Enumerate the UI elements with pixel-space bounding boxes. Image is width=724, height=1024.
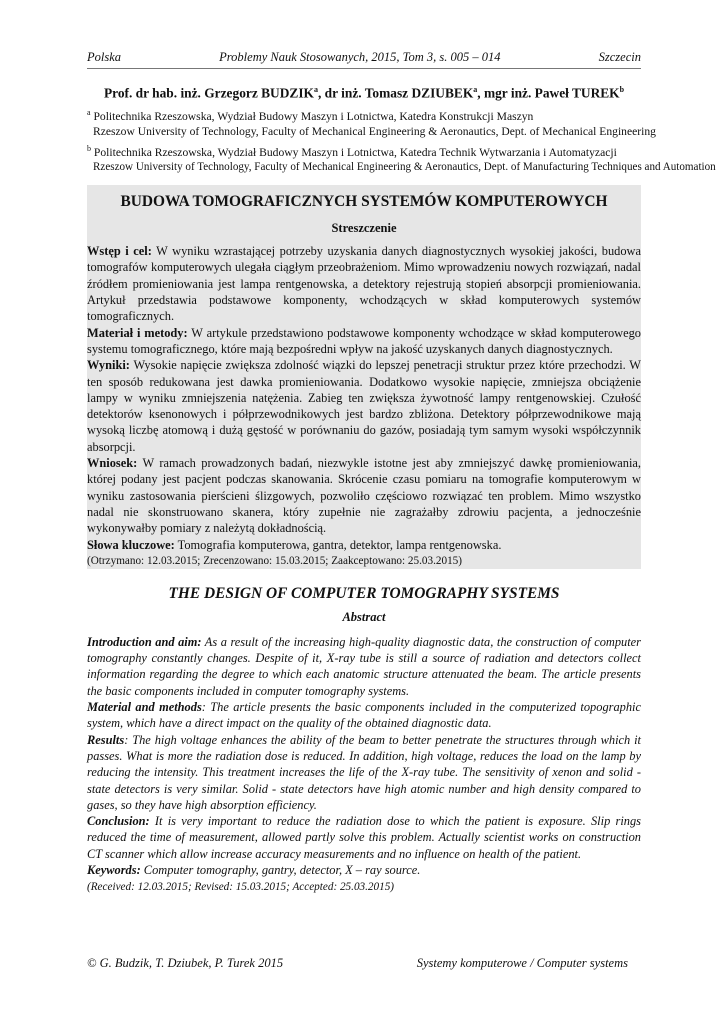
footer-section: Systemy komputerowe / Computer systems [416, 956, 628, 970]
english-keywords-label: Keywords: [87, 862, 141, 877]
english-results-label: Results [87, 732, 125, 747]
running-header [87, 50, 641, 69]
affiliation-a-line1: Politechnika Rzeszowska, Wydział Budowy Maszyn i Lotnictwa, Katedra Konstrukcji Maszyn [93, 110, 534, 124]
english-intro-label: Introduction and aim: [87, 634, 202, 649]
affiliation-b-pl [87, 141, 641, 160]
header-city: Szczecin [598, 50, 641, 64]
polish-conclusion [87, 455, 641, 536]
polish-material-label: Materiał i metody: [87, 325, 188, 340]
polish-received-dates: (Otrzymano: 12.03.2015; Zrecenzowano: 15.03.2015; Zaakceptowano: 25.03.2015) [87, 554, 462, 567]
english-received-dates: (Received: 12.03.2015; Revised: 15.03.2015; Accepted: 25.03.2015) [87, 881, 395, 894]
author-2: , dr inż. Tomasz DZIUBEK [317, 85, 474, 101]
affiliation-a-pl [87, 105, 641, 124]
page [87, 50, 716, 894]
header-journal: Problemy Nauk Stosowanych, 2015, Tom 3, s. 005 – 014 [219, 50, 501, 64]
english-title: THE DESIGN OF COMPUTER TOMOGRAPHY SYSTEMS [168, 584, 560, 602]
author-3: , mgr inż. Paweł TUREK [477, 85, 620, 101]
affiliation-a-en: Rzeszow University of Technology, Faculty of Mechanical Engineering & Aeronautics, Dept. of Mechanical Engineering [93, 125, 656, 139]
polish-material-text: W artykule przedstawiono podstawowe komponenty wchodzące w skład komputerowego systemu tomograficznego, które mają bezpośredni wpływ na jakość uzyskanych danych diagnostycznych. [87, 325, 641, 356]
english-material-label: Material and methods [87, 700, 202, 715]
polish-intro [87, 243, 641, 324]
polish-keywords [87, 537, 641, 553]
author-2-affil-mark: a [473, 85, 478, 94]
affiliation-b-en: Rzeszow University of Technology, Faculty of Mechanical Engineering & Aeronautics, Dept. of Manufacturing Techniques and Automation [93, 161, 716, 174]
author-1-affil-mark: a [313, 85, 318, 94]
polish-title: BUDOWA TOMOGRAFICZNYCH SYSTEMÓW KOMPUTEROWYCH [120, 193, 608, 211]
affiliation-a-mark: a [87, 108, 91, 118]
author-list [87, 85, 641, 101]
polish-conclusion-text: W ramach prowadzonych badań, niezwykle istotne jest aby zmniejszyć dawkę promieniowania, której podany jest pacjent podczas skanowania. Skrócenie czasu pomiaru na tomografie komputerowym w wyniku zastosowania pierścieni ślizgowych, pozwoliło częściowo rozwiązać ten problem. Mimo wszystko nadal nie skonstruowano skanera, który zupełnie nie zagrażałby zdrowiu pacjenta, a jednocześnie wykonywałby pomiary z należytą dokładnością. [87, 456, 641, 536]
polish-conclusion-label: Wniosek: [87, 456, 138, 471]
polish-intro-label: Wstęp i cel: [87, 244, 152, 259]
english-intro [87, 634, 641, 699]
english-keywords [87, 862, 641, 878]
english-results [87, 732, 641, 813]
polish-material [87, 325, 641, 358]
polish-results-text: Wysokie napięcie zwiększa zdolność wiązki do lepszej penetracji struktur przez które przechodzi. W ten sposób redukowana jest dawka promieniowania. Dodatkowo wysokie napięcie, zmniejsza obciążenie lampy w wyniku zmniejszenia natężenia. Zabieg ten zwiększa żywotność lampy rentgenowskiej. Czułość detektorów ksenonowych i półprzewodnikowych jest bardzo zbliżona. Detektory półprzewodnikowe mają wysoką liczbę atomową i dużą gęstość w porównaniu do gazów, posiadają tym samym wysoki współczynnik absorpcji. [87, 358, 641, 454]
english-abstract-heading: Abstract [342, 609, 386, 624]
affiliation-b-mark: b [87, 144, 91, 154]
affiliation-b-line1: Politechnika Rzeszowska, Wydział Budowy Maszyn i Lotnictwa, Katedra Technik Wytwarzania i Automatyzacji [93, 146, 617, 160]
english-conclusion [87, 813, 641, 862]
english-results-text: : The high voltage enhances the ability of the beam to better penetrate the structures through which it passes. What is more the radiation dose is reduced. In addition, high voltage, reduces the load on the lamp by reducing the intensity. This treatment increases the life of the X-ray tube. The sensitivity of xenon and solid -state detectors is very similar. Solid - state detectors have high atomic number and high density compared to gases, so they have high absorption efficiency. [87, 732, 641, 812]
polish-results [87, 357, 641, 455]
page-footer [87, 956, 641, 971]
author-3-affil-mark: b [619, 85, 625, 94]
polish-keywords-label: Słowa kluczowe: [87, 537, 175, 552]
footer-copyright: © G. Budzik, T. Dziubek, P. Turek 2015 [87, 956, 284, 970]
affiliations [87, 105, 716, 175]
polish-abstract-box [87, 185, 641, 569]
english-intro-text: As a result of the increasing high-quality diagnostic data, the construction of computer tomography constantly changes. Despite of it, X-ray tube is still a source of radiation and detectors collect information regarding the degree to which each anatomic structure attenuated the beam. The article presents the basic components included in computer tomography systems. [87, 634, 642, 698]
english-conclusion-label: Conclusion: [87, 814, 150, 829]
polish-intro-text: W wyniku wzrastającej potrzeby uzyskania danych diagnostycznych wysokiej jakości, budowa tomografów komputerowych ulegała ciągłym przeobrażeniom. Mimo wprowadzeniu nowych rozwiązań, nadal źródłem promieniowania jest lampa rentgenowska, a detektory rejestrują stopień absorpcji promieniowania. Artykuł przedstawia podstawowe komponenty, wchodzących w skład komputerowych systemów tomograficznych. [87, 244, 641, 324]
english-conclusion-text: It is very important to reduce the radiation dose to which the patient is exposure. Slip rings reduced the time of measurement, allowed partly solve this problem. Actually scientist works on construction CT scanner which allow increase accuracy measurements and no influence on health of the patient. [87, 814, 641, 861]
english-material [87, 699, 641, 732]
header-country: Polska [87, 50, 122, 64]
english-keywords-text: Computer tomography, gantry, detector, X – ray source. [140, 862, 421, 877]
author-1: Prof. dr hab. inż. Grzegorz BUDZIK [103, 85, 314, 101]
polish-keywords-text: Tomografia komputerowa, gantra, detektor, lampa rentgenowska. [174, 537, 502, 552]
polish-abstract-heading: Streszczenie [331, 221, 397, 236]
english-material-text: : The article presents the basic components included in the computerized topographic system, which have a direct impact on the quality of the obtained diagnostic data. [87, 700, 641, 731]
polish-results-label: Wyniki: [87, 358, 130, 373]
